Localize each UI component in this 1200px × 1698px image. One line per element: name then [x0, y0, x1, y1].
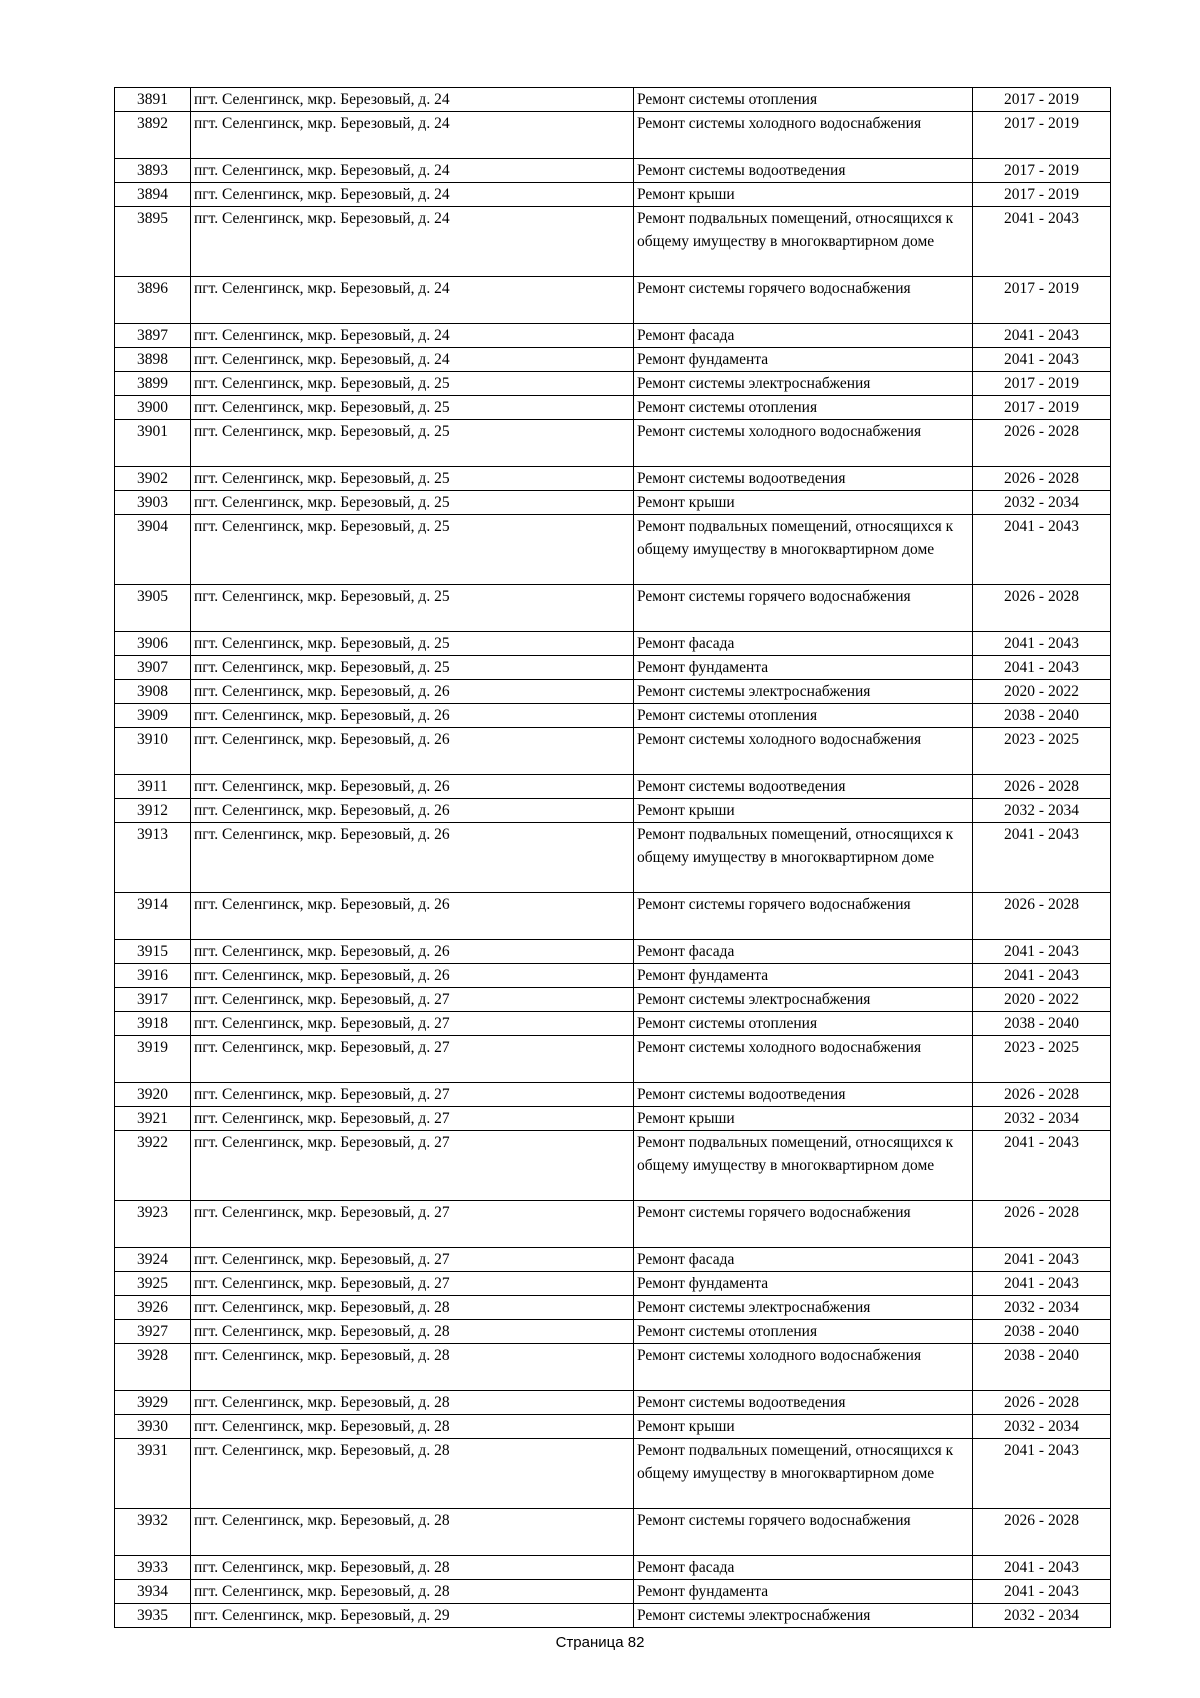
period-cell: 2041 - 2043 [973, 964, 1111, 988]
work-type-cell: Ремонт системы электроснабжения [634, 372, 973, 396]
work-type-cell: Ремонт фасада [634, 324, 973, 348]
address-cell: пгт. Селенгинск, мкр. Березовый, д. 26 [191, 823, 634, 893]
work-type-cell: Ремонт системы горячего водоснабжения [634, 1509, 973, 1556]
address-cell: пгт. Селенгинск, мкр. Березовый, д. 27 [191, 1131, 634, 1201]
row-number-cell: 3934 [115, 1580, 191, 1604]
period-cell: 2041 - 2043 [973, 823, 1111, 893]
table-row [115, 893, 1111, 940]
row-number-cell: 3911 [115, 775, 191, 799]
address-cell: пгт. Селенгинск, мкр. Березовый, д. 28 [191, 1391, 634, 1415]
work-type-cell: Ремонт фасада [634, 1556, 973, 1580]
address-cell: пгт. Селенгинск, мкр. Березовый, д. 24 [191, 277, 634, 324]
row-number-cell: 3896 [115, 277, 191, 324]
row-number-cell: 3904 [115, 515, 191, 585]
row-number-cell: 3913 [115, 823, 191, 893]
period-cell: 2026 - 2028 [973, 585, 1111, 632]
table-row [115, 1036, 1111, 1083]
row-number-cell: 3915 [115, 940, 191, 964]
row-number-cell: 3902 [115, 467, 191, 491]
table-row [115, 1083, 1111, 1107]
table-row [115, 348, 1111, 372]
work-type-cell: Ремонт системы холодного водоснабжения [634, 1344, 973, 1391]
address-cell: пгт. Селенгинск, мкр. Березовый, д. 26 [191, 940, 634, 964]
row-number-cell: 3918 [115, 1012, 191, 1036]
table-row [115, 467, 1111, 491]
page-number: Страница 82 [555, 1634, 645, 1651]
row-number-cell: 3899 [115, 372, 191, 396]
table-body [115, 88, 1111, 1628]
table-row [115, 1107, 1111, 1131]
address-cell: пгт. Селенгинск, мкр. Березовый, д. 24 [191, 348, 634, 372]
table-row [115, 940, 1111, 964]
table-row [115, 1344, 1111, 1391]
period-cell: 2041 - 2043 [973, 1439, 1111, 1509]
work-type-cell: Ремонт системы холодного водоснабжения [634, 420, 973, 467]
period-cell: 2017 - 2019 [973, 159, 1111, 183]
table-row [115, 799, 1111, 823]
period-cell: 2041 - 2043 [973, 515, 1111, 585]
table-row [115, 1439, 1111, 1509]
row-number-cell: 3906 [115, 632, 191, 656]
address-cell: пгт. Селенгинск, мкр. Березовый, д. 26 [191, 704, 634, 728]
address-cell: пгт. Селенгинск, мкр. Березовый, д. 27 [191, 1201, 634, 1248]
address-cell: пгт. Селенгинск, мкр. Березовый, д. 25 [191, 372, 634, 396]
period-cell: 2017 - 2019 [973, 183, 1111, 207]
period-cell: 2038 - 2040 [973, 1320, 1111, 1344]
table-row [115, 1248, 1111, 1272]
address-cell: пгт. Селенгинск, мкр. Березовый, д. 24 [191, 183, 634, 207]
period-cell: 2041 - 2043 [973, 1556, 1111, 1580]
row-number-cell: 3912 [115, 799, 191, 823]
address-cell: пгт. Селенгинск, мкр. Березовый, д. 26 [191, 728, 634, 775]
table-row [115, 1272, 1111, 1296]
period-cell: 2023 - 2025 [973, 728, 1111, 775]
table-row [115, 585, 1111, 632]
address-cell: пгт. Селенгинск, мкр. Березовый, д. 28 [191, 1580, 634, 1604]
table-row [115, 632, 1111, 656]
period-cell: 2032 - 2034 [973, 799, 1111, 823]
row-number-cell: 3917 [115, 988, 191, 1012]
period-cell: 2041 - 2043 [973, 1248, 1111, 1272]
work-type-cell: Ремонт системы отопления [634, 1320, 973, 1344]
work-type-cell: Ремонт системы водоотведения [634, 159, 973, 183]
period-cell: 2041 - 2043 [973, 324, 1111, 348]
work-type-cell: Ремонт системы электроснабжения [634, 680, 973, 704]
row-number-cell: 3927 [115, 1320, 191, 1344]
work-type-cell: Ремонт подвальных помещений, относящихся к общему имуществу в многоквартирном доме [634, 207, 973, 277]
period-cell: 2017 - 2019 [973, 372, 1111, 396]
work-type-cell: Ремонт подвальных помещений, относящихся к общему имуществу в многоквартирном доме [634, 823, 973, 893]
table-row [115, 324, 1111, 348]
work-type-cell: Ремонт фасада [634, 632, 973, 656]
table-row [115, 396, 1111, 420]
work-type-cell: Ремонт системы отопления [634, 704, 973, 728]
table-row [115, 372, 1111, 396]
address-cell: пгт. Селенгинск, мкр. Березовый, д. 24 [191, 159, 634, 183]
row-number-cell: 3895 [115, 207, 191, 277]
work-type-cell: Ремонт подвальных помещений, относящихся к общему имуществу в многоквартирном доме [634, 1131, 973, 1201]
period-cell: 2038 - 2040 [973, 1344, 1111, 1391]
work-type-cell: Ремонт фасада [634, 1248, 973, 1272]
repair-schedule-table [114, 87, 1111, 1628]
table-row [115, 988, 1111, 1012]
row-number-cell: 3920 [115, 1083, 191, 1107]
address-cell: пгт. Селенгинск, мкр. Березовый, д. 25 [191, 585, 634, 632]
row-number-cell: 3892 [115, 112, 191, 159]
period-cell: 2026 - 2028 [973, 775, 1111, 799]
period-cell: 2020 - 2022 [973, 988, 1111, 1012]
row-number-cell: 3932 [115, 1509, 191, 1556]
period-cell: 2017 - 2019 [973, 396, 1111, 420]
address-cell: пгт. Селенгинск, мкр. Березовый, д. 26 [191, 799, 634, 823]
work-type-cell: Ремонт системы холодного водоснабжения [634, 112, 973, 159]
row-number-cell: 3907 [115, 656, 191, 680]
table-row [115, 1391, 1111, 1415]
address-cell: пгт. Селенгинск, мкр. Березовый, д. 28 [191, 1296, 634, 1320]
table-row [115, 1320, 1111, 1344]
work-type-cell: Ремонт системы отопления [634, 1012, 973, 1036]
work-type-cell: Ремонт системы электроснабжения [634, 1296, 973, 1320]
table-row [115, 1415, 1111, 1439]
period-cell: 2026 - 2028 [973, 893, 1111, 940]
row-number-cell: 3905 [115, 585, 191, 632]
row-number-cell: 3926 [115, 1296, 191, 1320]
address-cell: пгт. Селенгинск, мкр. Березовый, д. 28 [191, 1556, 634, 1580]
work-type-cell: Ремонт системы холодного водоснабжения [634, 1036, 973, 1083]
table-row [115, 1131, 1111, 1201]
address-cell: пгт. Селенгинск, мкр. Березовый, д. 25 [191, 467, 634, 491]
address-cell: пгт. Селенгинск, мкр. Березовый, д. 28 [191, 1415, 634, 1439]
address-cell: пгт. Селенгинск, мкр. Березовый, д. 28 [191, 1509, 634, 1556]
row-number-cell: 3922 [115, 1131, 191, 1201]
address-cell: пгт. Селенгинск, мкр. Березовый, д. 24 [191, 112, 634, 159]
row-number-cell: 3900 [115, 396, 191, 420]
row-number-cell: 3933 [115, 1556, 191, 1580]
table-row [115, 704, 1111, 728]
work-type-cell: Ремонт системы водоотведения [634, 1083, 973, 1107]
address-cell: пгт. Селенгинск, мкр. Березовый, д. 27 [191, 1083, 634, 1107]
address-cell: пгт. Селенгинск, мкр. Березовый, д. 24 [191, 207, 634, 277]
period-cell: 2032 - 2034 [973, 491, 1111, 515]
row-number-cell: 3921 [115, 1107, 191, 1131]
period-cell: 2041 - 2043 [973, 1580, 1111, 1604]
period-cell: 2023 - 2025 [973, 1036, 1111, 1083]
work-type-cell: Ремонт системы отопления [634, 88, 973, 112]
address-cell: пгт. Селенгинск, мкр. Березовый, д. 29 [191, 1604, 634, 1628]
address-cell: пгт. Селенгинск, мкр. Березовый, д. 28 [191, 1344, 634, 1391]
row-number-cell: 3931 [115, 1439, 191, 1509]
address-cell: пгт. Селенгинск, мкр. Березовый, д. 27 [191, 988, 634, 1012]
table-row [115, 420, 1111, 467]
row-number-cell: 3929 [115, 1391, 191, 1415]
table-row [115, 775, 1111, 799]
address-cell: пгт. Селенгинск, мкр. Березовый, д. 28 [191, 1320, 634, 1344]
period-cell: 2041 - 2043 [973, 1272, 1111, 1296]
table-row [115, 1556, 1111, 1580]
work-type-cell: Ремонт системы горячего водоснабжения [634, 277, 973, 324]
address-cell: пгт. Селенгинск, мкр. Березовый, д. 25 [191, 515, 634, 585]
work-type-cell: Ремонт системы горячего водоснабжения [634, 893, 973, 940]
period-cell: 2026 - 2028 [973, 1391, 1111, 1415]
row-number-cell: 3894 [115, 183, 191, 207]
address-cell: пгт. Селенгинск, мкр. Березовый, д. 27 [191, 1107, 634, 1131]
address-cell: пгт. Селенгинск, мкр. Березовый, д. 27 [191, 1036, 634, 1083]
work-type-cell: Ремонт системы водоотведения [634, 467, 973, 491]
period-cell: 2041 - 2043 [973, 656, 1111, 680]
period-cell: 2026 - 2028 [973, 1509, 1111, 1556]
work-type-cell: Ремонт фундамента [634, 964, 973, 988]
address-cell: пгт. Селенгинск, мкр. Березовый, д. 25 [191, 396, 634, 420]
row-number-cell: 3930 [115, 1415, 191, 1439]
period-cell: 2026 - 2028 [973, 1201, 1111, 1248]
row-number-cell: 3903 [115, 491, 191, 515]
table-row [115, 183, 1111, 207]
address-cell: пгт. Селенгинск, мкр. Березовый, д. 24 [191, 324, 634, 348]
address-cell: пгт. Селенгинск, мкр. Березовый, д. 25 [191, 632, 634, 656]
work-type-cell: Ремонт системы горячего водоснабжения [634, 1201, 973, 1248]
table-row [115, 159, 1111, 183]
period-cell: 2032 - 2034 [973, 1604, 1111, 1628]
table-row [115, 1509, 1111, 1556]
row-number-cell: 3901 [115, 420, 191, 467]
address-cell: пгт. Селенгинск, мкр. Березовый, д. 26 [191, 964, 634, 988]
work-type-cell: Ремонт крыши [634, 1107, 973, 1131]
table-row [115, 823, 1111, 893]
period-cell: 2026 - 2028 [973, 467, 1111, 491]
period-cell: 2026 - 2028 [973, 420, 1111, 467]
work-type-cell: Ремонт системы водоотведения [634, 1391, 973, 1415]
table-row [115, 515, 1111, 585]
address-cell: пгт. Селенгинск, мкр. Березовый, д. 28 [191, 1439, 634, 1509]
row-number-cell: 3916 [115, 964, 191, 988]
period-cell: 2020 - 2022 [973, 680, 1111, 704]
row-number-cell: 3923 [115, 1201, 191, 1248]
period-cell: 2041 - 2043 [973, 207, 1111, 277]
row-number-cell: 3893 [115, 159, 191, 183]
table-row [115, 656, 1111, 680]
row-number-cell: 3908 [115, 680, 191, 704]
table-row [115, 112, 1111, 159]
row-number-cell: 3935 [115, 1604, 191, 1628]
row-number-cell: 3925 [115, 1272, 191, 1296]
work-type-cell: Ремонт системы горячего водоснабжения [634, 585, 973, 632]
work-type-cell: Ремонт системы водоотведения [634, 775, 973, 799]
period-cell: 2038 - 2040 [973, 1012, 1111, 1036]
period-cell: 2017 - 2019 [973, 277, 1111, 324]
address-cell: пгт. Селенгинск, мкр. Березовый, д. 27 [191, 1012, 634, 1036]
table-row [115, 680, 1111, 704]
period-cell: 2032 - 2034 [973, 1107, 1111, 1131]
table-row [115, 277, 1111, 324]
work-type-cell: Ремонт системы отопления [634, 396, 973, 420]
work-type-cell: Ремонт подвальных помещений, относящихся к общему имуществу в многоквартирном доме [634, 515, 973, 585]
work-type-cell: Ремонт системы холодного водоснабжения [634, 728, 973, 775]
work-type-cell: Ремонт системы электроснабжения [634, 988, 973, 1012]
work-type-cell: Ремонт фасада [634, 940, 973, 964]
period-cell: 2026 - 2028 [973, 1083, 1111, 1107]
address-cell: пгт. Селенгинск, мкр. Березовый, д. 25 [191, 491, 634, 515]
table-row [115, 1296, 1111, 1320]
address-cell: пгт. Селенгинск, мкр. Березовый, д. 25 [191, 656, 634, 680]
row-number-cell: 3910 [115, 728, 191, 775]
table-row [115, 207, 1111, 277]
period-cell: 2032 - 2034 [973, 1415, 1111, 1439]
row-number-cell: 3919 [115, 1036, 191, 1083]
table-row [115, 1604, 1111, 1628]
row-number-cell: 3914 [115, 893, 191, 940]
address-cell: пгт. Селенгинск, мкр. Березовый, д. 26 [191, 775, 634, 799]
period-cell: 2041 - 2043 [973, 940, 1111, 964]
period-cell: 2032 - 2034 [973, 1296, 1111, 1320]
period-cell: 2038 - 2040 [973, 704, 1111, 728]
period-cell: 2017 - 2019 [973, 112, 1111, 159]
table-row [115, 728, 1111, 775]
work-type-cell: Ремонт крыши [634, 1415, 973, 1439]
address-cell: пгт. Селенгинск, мкр. Березовый, д. 26 [191, 893, 634, 940]
row-number-cell: 3898 [115, 348, 191, 372]
period-cell: 2041 - 2043 [973, 1131, 1111, 1201]
address-cell: пгт. Селенгинск, мкр. Березовый, д. 25 [191, 420, 634, 467]
work-type-cell: Ремонт фундамента [634, 1272, 973, 1296]
work-type-cell: Ремонт крыши [634, 799, 973, 823]
row-number-cell: 3909 [115, 704, 191, 728]
row-number-cell: 3928 [115, 1344, 191, 1391]
table-row [115, 88, 1111, 112]
table-row [115, 1580, 1111, 1604]
row-number-cell: 3897 [115, 324, 191, 348]
work-type-cell: Ремонт фундамента [634, 1580, 973, 1604]
row-number-cell: 3924 [115, 1248, 191, 1272]
period-cell: 2017 - 2019 [973, 88, 1111, 112]
address-cell: пгт. Селенгинск, мкр. Березовый, д. 24 [191, 88, 634, 112]
work-type-cell: Ремонт крыши [634, 491, 973, 515]
work-type-cell: Ремонт фундамента [634, 656, 973, 680]
table-row [115, 1012, 1111, 1036]
work-type-cell: Ремонт крыши [634, 183, 973, 207]
address-cell: пгт. Селенгинск, мкр. Березовый, д. 27 [191, 1272, 634, 1296]
work-type-cell: Ремонт подвальных помещений, относящихся к общему имуществу в многоквартирном доме [634, 1439, 973, 1509]
address-cell: пгт. Селенгинск, мкр. Березовый, д. 26 [191, 680, 634, 704]
table-row [115, 964, 1111, 988]
table-row [115, 491, 1111, 515]
row-number-cell: 3891 [115, 88, 191, 112]
period-cell: 2041 - 2043 [973, 348, 1111, 372]
address-cell: пгт. Селенгинск, мкр. Березовый, д. 27 [191, 1248, 634, 1272]
period-cell: 2041 - 2043 [973, 632, 1111, 656]
work-type-cell: Ремонт фундамента [634, 348, 973, 372]
work-type-cell: Ремонт системы электроснабжения [634, 1604, 973, 1628]
table-row [115, 1201, 1111, 1248]
